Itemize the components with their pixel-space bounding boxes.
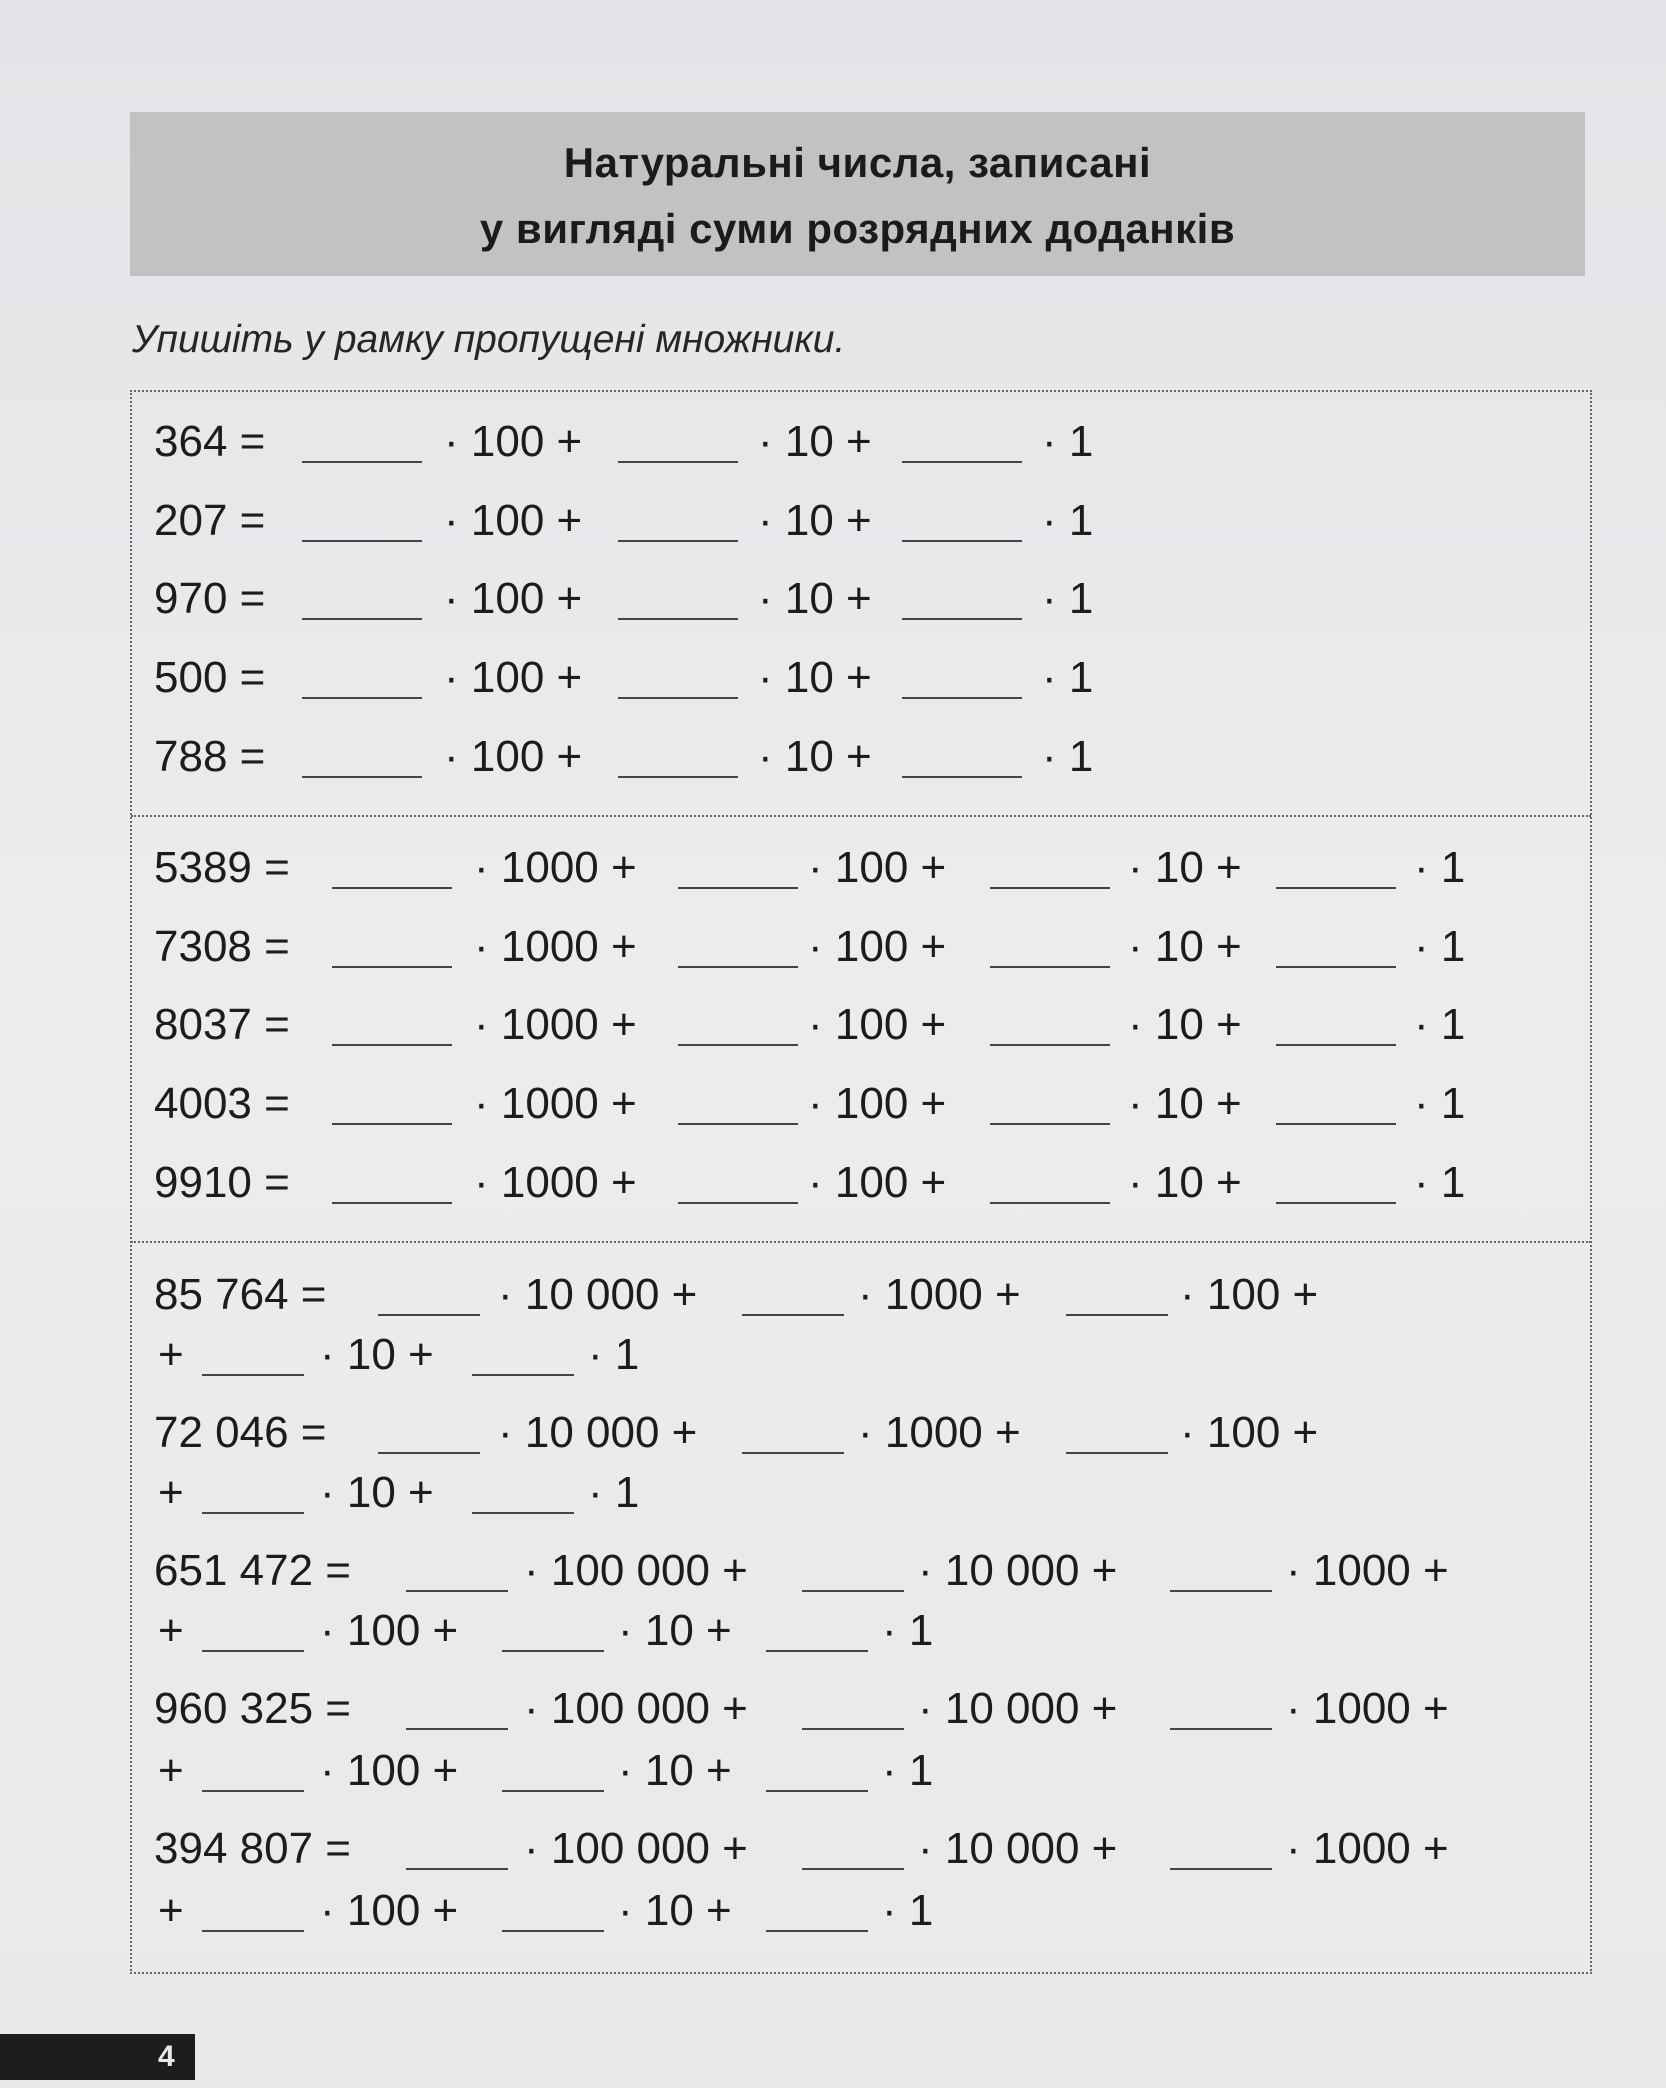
number-label: 85 764 = — [154, 1270, 327, 1319]
place-value-term: · 10 000 + — [918, 1824, 1118, 1873]
section-divider-2 — [131, 1241, 1591, 1243]
page-number: 4 — [158, 2040, 175, 2073]
answer-blank[interactable] — [378, 1314, 480, 1316]
number-label: 5389 = — [154, 843, 290, 892]
answer-blank[interactable] — [502, 1790, 604, 1792]
answer-blank[interactable] — [742, 1452, 844, 1454]
place-value-term: · 100 + — [808, 843, 947, 892]
answer-blank[interactable] — [990, 1202, 1110, 1204]
place-value-term: · 1 — [882, 1606, 934, 1655]
number-label: 8037 = — [154, 1000, 290, 1049]
answer-blank[interactable] — [742, 1314, 844, 1316]
answer-blank[interactable] — [1276, 1044, 1396, 1046]
continuation-plus: + — [158, 1330, 184, 1379]
answer-blank[interactable] — [678, 1044, 798, 1046]
continuation-plus: + — [158, 1468, 184, 1517]
answer-blank[interactable] — [902, 776, 1022, 778]
place-value-term: · 1000 + — [474, 1000, 637, 1049]
answer-blank[interactable] — [902, 697, 1022, 699]
answer-blank[interactable] — [990, 966, 1110, 968]
answer-blank[interactable] — [1276, 1123, 1396, 1125]
answer-blank[interactable] — [990, 1044, 1110, 1046]
number-label: 394 807 = — [154, 1824, 351, 1873]
continuation-plus: + — [158, 1606, 184, 1655]
answer-blank[interactable] — [1276, 887, 1396, 889]
place-value-term: · 1000 + — [1286, 1824, 1449, 1873]
answer-blank[interactable] — [332, 887, 452, 889]
place-value-term: · 10 + — [1128, 1079, 1242, 1128]
answer-blank[interactable] — [618, 540, 738, 542]
place-value-term: · 10 + — [618, 1606, 732, 1655]
answer-blank[interactable] — [332, 1202, 452, 1204]
place-value-term: · 10 + — [1128, 843, 1242, 892]
place-value-term: · 1000 + — [474, 843, 637, 892]
number-label: 72 046 = — [154, 1408, 327, 1457]
answer-blank[interactable] — [406, 1590, 508, 1592]
place-value-term: · 100 000 + — [524, 1684, 748, 1733]
number-label: 651 472 = — [154, 1546, 351, 1595]
place-value-term: · 1 — [588, 1330, 640, 1379]
place-value-term: · 10 + — [758, 574, 872, 623]
place-value-term: · 1 — [882, 1746, 934, 1795]
answer-blank[interactable] — [678, 1123, 798, 1125]
answer-blank[interactable] — [472, 1374, 574, 1376]
place-value-term: · 10 + — [618, 1746, 732, 1795]
place-value-term: · 1000 + — [1286, 1546, 1449, 1595]
place-value-term: · 1 — [1414, 843, 1466, 892]
place-value-term: · 10 + — [758, 653, 872, 702]
answer-blank[interactable] — [406, 1868, 508, 1870]
answer-blank[interactable] — [990, 1123, 1110, 1125]
number-label: 4003 = — [154, 1079, 290, 1128]
answer-blank[interactable] — [202, 1930, 304, 1932]
answer-blank[interactable] — [766, 1650, 868, 1652]
answer-blank[interactable] — [202, 1790, 304, 1792]
answer-blank[interactable] — [332, 1123, 452, 1125]
answer-blank[interactable] — [766, 1930, 868, 1932]
place-value-term: · 100 + — [320, 1606, 459, 1655]
answer-blank[interactable] — [202, 1650, 304, 1652]
answer-blank[interactable] — [406, 1728, 508, 1730]
place-value-term: · 10 + — [618, 1886, 732, 1935]
number-label: 364 = — [154, 417, 266, 466]
place-value-term: · 100 + — [444, 732, 583, 781]
place-value-term: · 10 000 + — [498, 1408, 698, 1457]
place-value-term: · 100 + — [808, 1158, 947, 1207]
place-value-term: · 100 + — [808, 1000, 947, 1049]
number-label: 7308 = — [154, 922, 290, 971]
title-line-1: Натуральні числа, записані — [563, 139, 1152, 186]
answer-blank[interactable] — [902, 540, 1022, 542]
answer-blank[interactable] — [1170, 1590, 1272, 1592]
number-label: 960 325 = — [154, 1684, 351, 1733]
place-value-term: · 10 000 + — [498, 1270, 698, 1319]
place-value-term: · 1 — [1414, 1000, 1466, 1049]
answer-blank[interactable] — [302, 697, 422, 699]
place-value-term: · 100 000 + — [524, 1546, 748, 1595]
place-value-term: · 10 + — [758, 732, 872, 781]
place-value-term: · 100 + — [444, 496, 583, 545]
place-value-term: · 1 — [1042, 732, 1094, 781]
place-value-term: · 10 + — [1128, 1158, 1242, 1207]
answer-blank[interactable] — [202, 1512, 304, 1514]
number-label: 207 = — [154, 496, 266, 545]
place-value-term: · 100 + — [320, 1746, 459, 1795]
place-value-term: · 1 — [1042, 653, 1094, 702]
place-value-term: · 1 — [1042, 574, 1094, 623]
answer-blank[interactable] — [302, 618, 422, 620]
answer-blank[interactable] — [1066, 1314, 1168, 1316]
place-value-term: · 1 — [1414, 1158, 1466, 1207]
place-value-term: · 10 + — [320, 1330, 434, 1379]
answer-blank[interactable] — [302, 776, 422, 778]
answer-blank[interactable] — [472, 1512, 574, 1514]
place-value-term: · 10 000 + — [918, 1684, 1118, 1733]
answer-blank[interactable] — [302, 540, 422, 542]
answer-blank[interactable] — [332, 966, 452, 968]
place-value-term: · 100 + — [444, 417, 583, 466]
answer-blank[interactable] — [502, 1930, 604, 1932]
answer-blank[interactable] — [618, 461, 738, 463]
place-value-term: · 100 + — [1180, 1270, 1319, 1319]
place-value-term: · 1 — [1042, 417, 1094, 466]
number-label: 788 = — [154, 732, 266, 781]
number-label: 970 = — [154, 574, 266, 623]
answer-blank[interactable] — [802, 1590, 904, 1592]
answer-blank[interactable] — [802, 1868, 904, 1870]
place-value-term: · 100 + — [444, 653, 583, 702]
answer-blank[interactable] — [802, 1728, 904, 1730]
title-line-2: у вигляді суми розрядних доданків — [479, 205, 1236, 252]
answer-blank[interactable] — [902, 618, 1022, 620]
answer-blank[interactable] — [1170, 1868, 1272, 1870]
place-value-term: · 10 + — [758, 496, 872, 545]
answer-blank[interactable] — [618, 697, 738, 699]
place-value-term: · 10 + — [1128, 1000, 1242, 1049]
place-value-term: · 100 + — [320, 1886, 459, 1935]
place-value-term: · 1000 + — [1286, 1684, 1449, 1733]
section-divider-1 — [131, 815, 1591, 817]
place-value-term: · 100 + — [444, 574, 583, 623]
answer-blank[interactable] — [618, 776, 738, 778]
place-value-term: · 10 + — [1128, 922, 1242, 971]
continuation-plus: + — [158, 1886, 184, 1935]
place-value-term: · 1 — [1042, 496, 1094, 545]
answer-blank[interactable] — [332, 1044, 452, 1046]
answer-blank[interactable] — [1276, 966, 1396, 968]
answer-blank[interactable] — [1170, 1728, 1272, 1730]
page-number-bar — [0, 2034, 195, 2080]
place-value-term: · 1 — [588, 1468, 640, 1517]
answer-blank[interactable] — [678, 887, 798, 889]
number-label: 9910 = — [154, 1158, 290, 1207]
continuation-plus: + — [158, 1746, 184, 1795]
place-value-term: · 1 — [1414, 922, 1466, 971]
place-value-term: · 1000 + — [858, 1408, 1021, 1457]
place-value-term: · 100 + — [808, 1079, 947, 1128]
instruction-text: Упишіть у рамку пропущені множники. — [132, 318, 846, 361]
answer-blank[interactable] — [990, 887, 1110, 889]
answer-blank[interactable] — [766, 1790, 868, 1792]
place-value-term: · 100 + — [1180, 1408, 1319, 1457]
answer-blank[interactable] — [678, 966, 798, 968]
number-label: 500 = — [154, 653, 266, 702]
answer-blank[interactable] — [1066, 1452, 1168, 1454]
answer-blank[interactable] — [678, 1202, 798, 1204]
answer-blank[interactable] — [618, 618, 738, 620]
place-value-term: · 10 000 + — [918, 1546, 1118, 1595]
title-banner — [130, 112, 1585, 276]
place-value-term: · 100 + — [808, 922, 947, 971]
place-value-term: · 10 + — [758, 417, 872, 466]
answer-blank[interactable] — [378, 1452, 480, 1454]
answer-blank[interactable] — [302, 461, 422, 463]
answer-blank[interactable] — [202, 1374, 304, 1376]
place-value-term: · 10 + — [320, 1468, 434, 1517]
answer-blank[interactable] — [502, 1650, 604, 1652]
place-value-term: · 1000 + — [474, 922, 637, 971]
place-value-term: · 1 — [1414, 1079, 1466, 1128]
place-value-term: · 1000 + — [474, 1158, 637, 1207]
place-value-term: · 100 000 + — [524, 1824, 748, 1873]
place-value-term: · 1000 + — [858, 1270, 1021, 1319]
answer-blank[interactable] — [902, 461, 1022, 463]
answer-blank[interactable] — [1276, 1202, 1396, 1204]
place-value-term: · 1000 + — [474, 1079, 637, 1128]
place-value-term: · 1 — [882, 1886, 934, 1935]
